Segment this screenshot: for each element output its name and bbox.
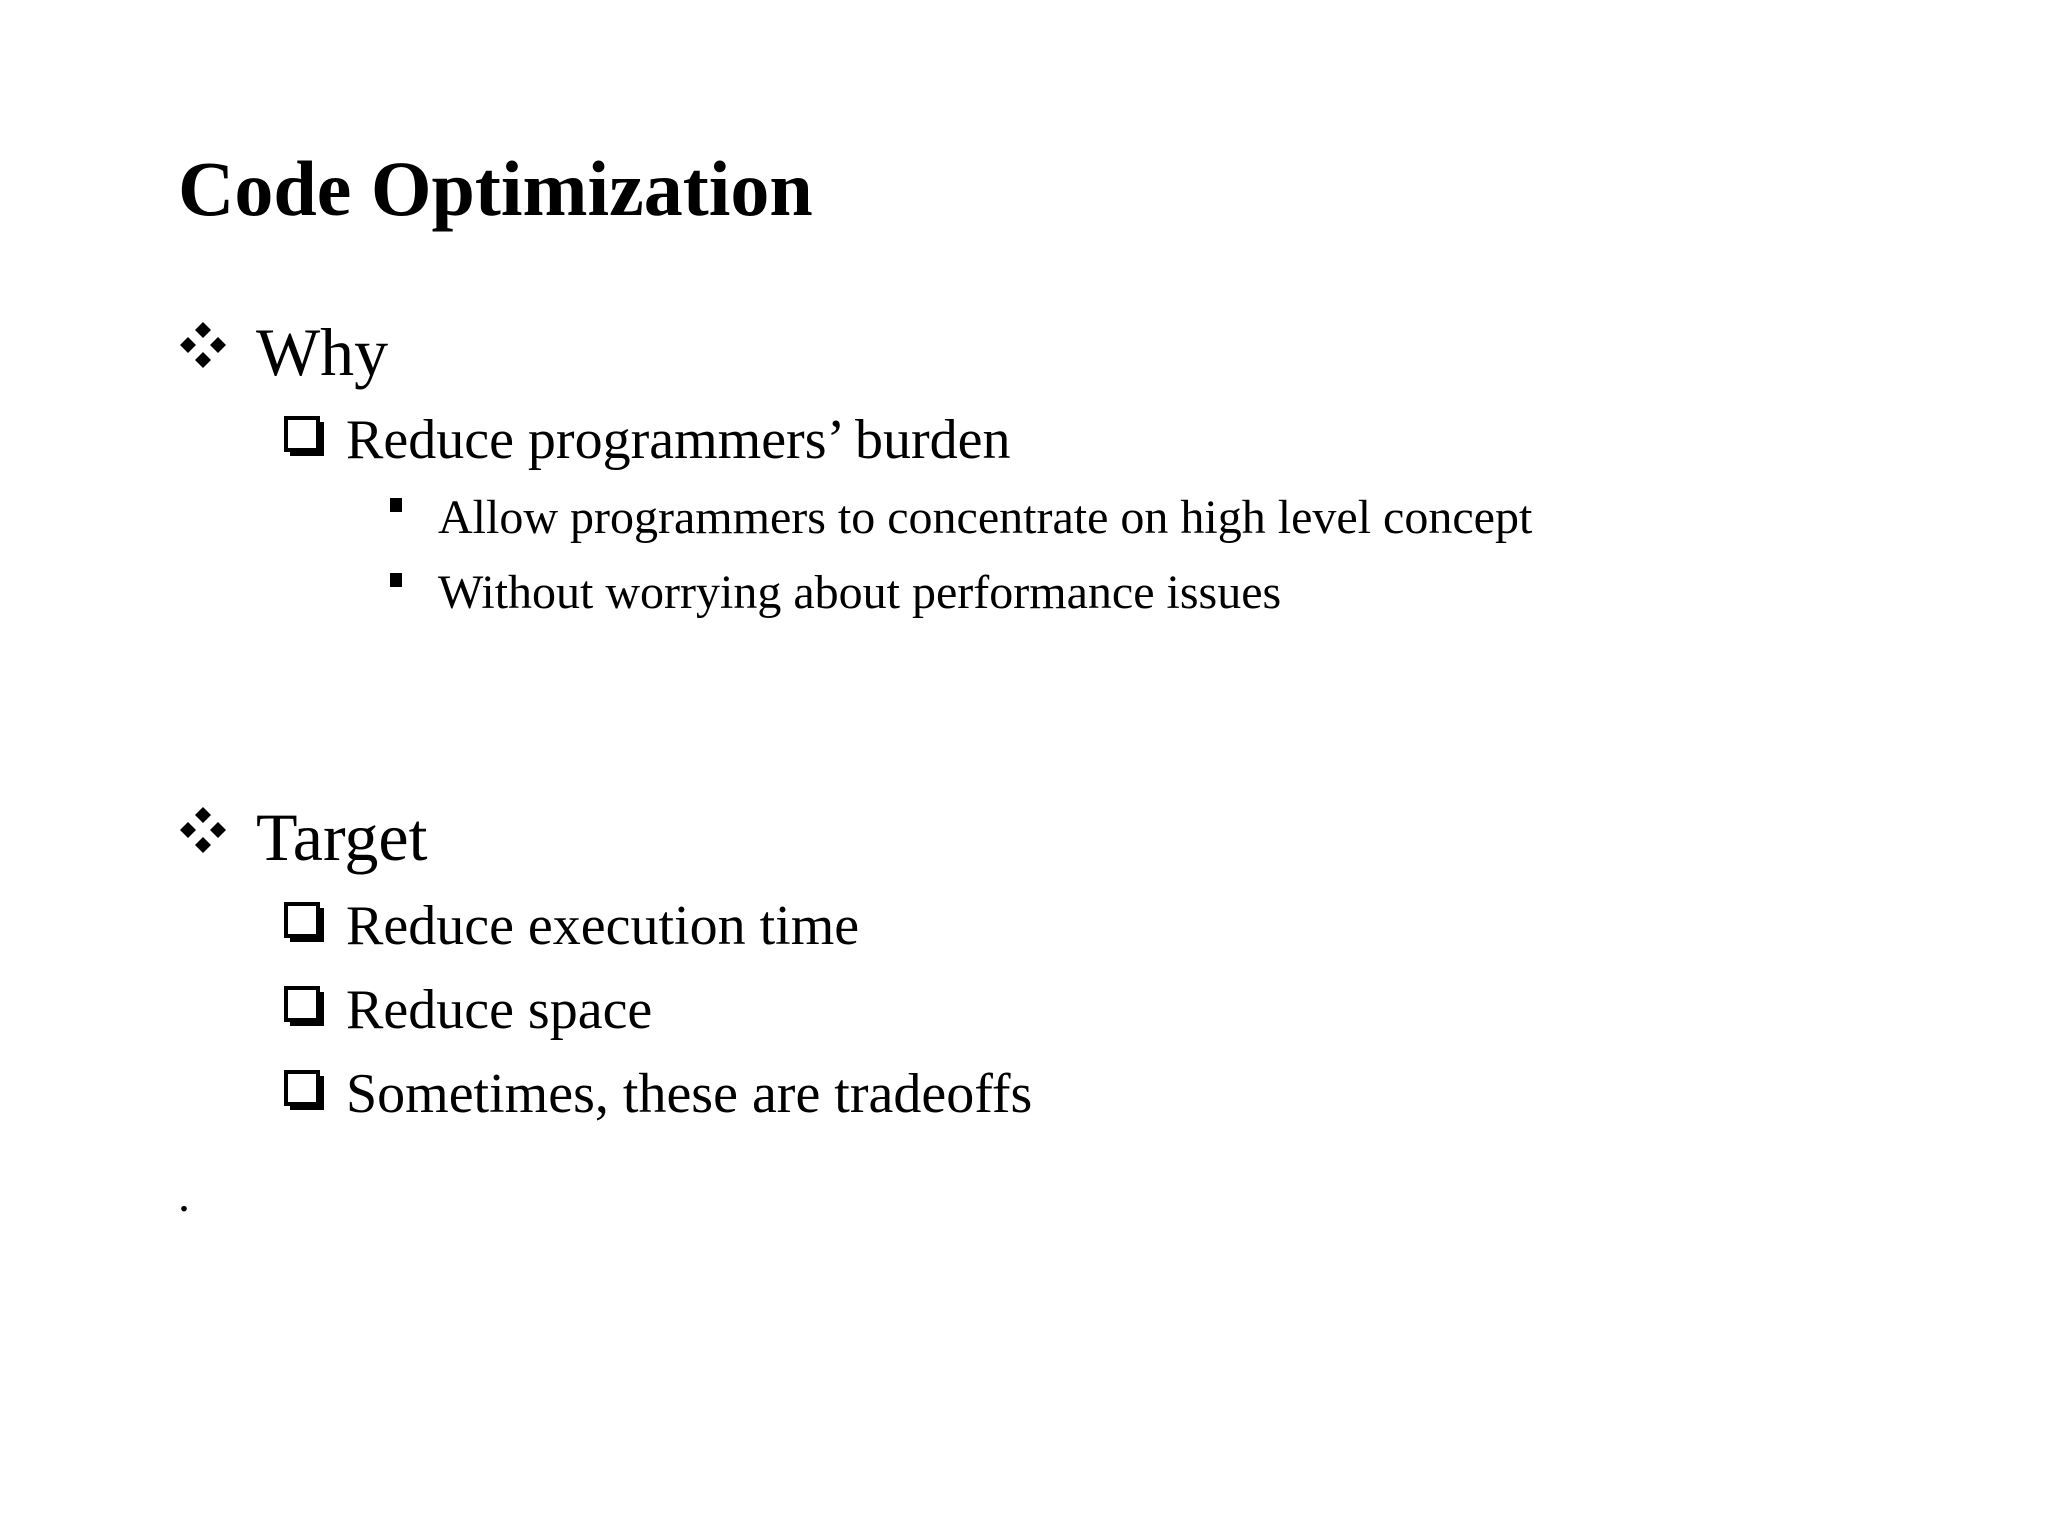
item-label: Reduce space	[346, 979, 653, 1041]
diamond-cluster-icon	[178, 320, 228, 370]
slide-title: Code Optimization	[178, 145, 813, 232]
shadowed-box-icon	[284, 1070, 326, 1112]
item-label: Sometimes, these are tradeoffs	[346, 1063, 1033, 1125]
square-bullet-icon	[390, 573, 402, 587]
square-bullet-icon	[390, 498, 402, 512]
shadowed-box-icon	[284, 902, 326, 944]
diamond-cluster-icon	[178, 805, 228, 855]
subitem-label: Allow programmers to concentrate on high level concept	[438, 491, 1533, 544]
shadowed-box-icon	[284, 416, 326, 458]
section-heading-why: Why	[256, 314, 389, 390]
item-label: Reduce execution time	[346, 895, 860, 957]
subitem-label: Without worrying about performance issues	[438, 566, 1282, 619]
trailing-period: .	[178, 1169, 190, 1222]
shadowed-box-icon	[284, 986, 326, 1028]
item-label: Reduce programmers’ burden	[346, 409, 1011, 471]
section-heading-target: Target	[256, 799, 428, 875]
